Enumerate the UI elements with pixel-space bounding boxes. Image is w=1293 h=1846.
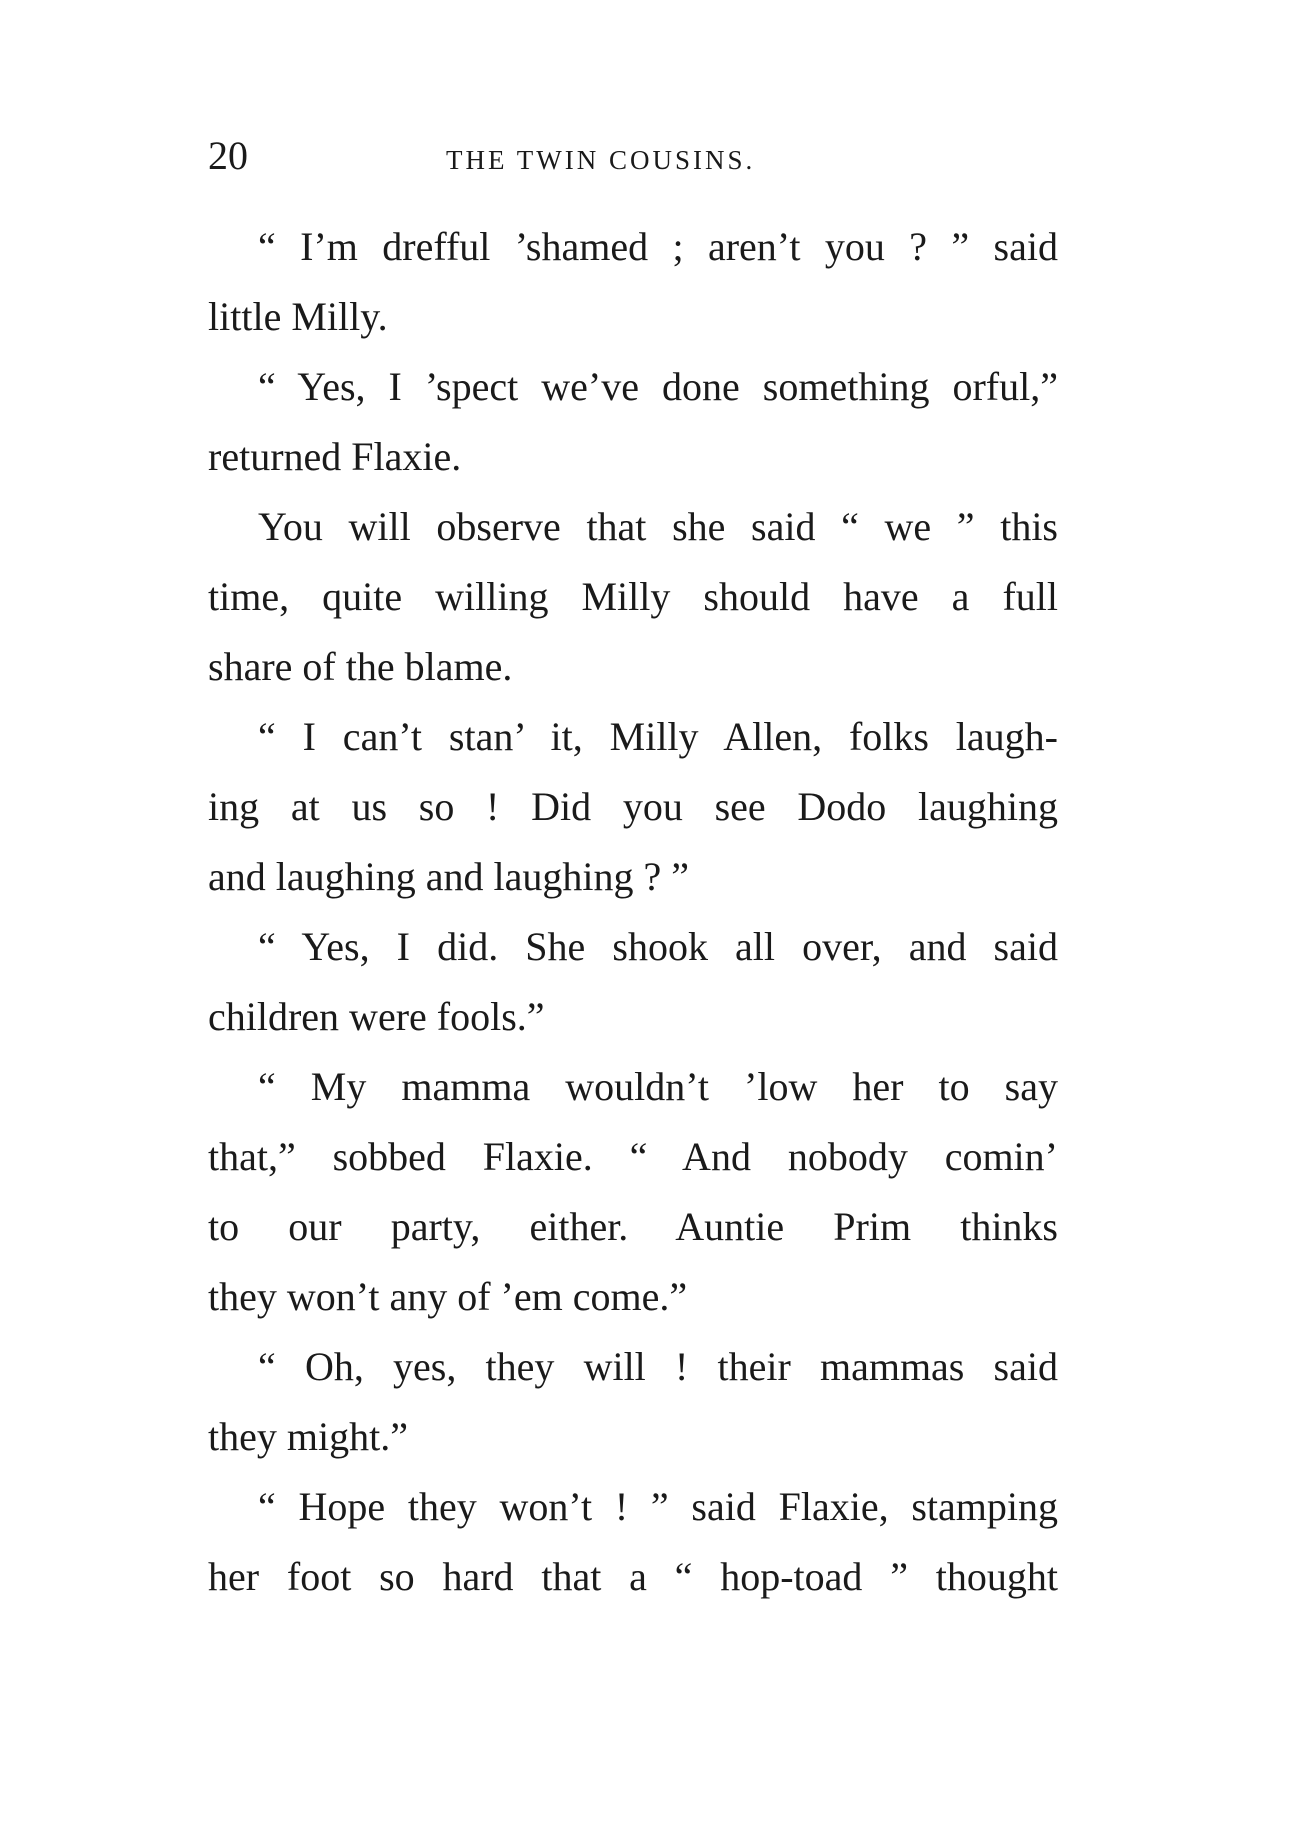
text-line: “ Yes, I ’spect we’ve done something orful,” [258,364,1058,409]
text-line: share of the blame. [208,644,513,689]
text-line: they won’t any of ’em come.” [208,1274,688,1319]
text-line: time, quite willing Milly should have a full [208,574,1058,619]
body-text [208,212,1058,1612]
running-head [208,128,1058,184]
running-title: THE TWIN COUSINS. [446,145,756,175]
text-line: You will observe that she said “ we ” this [258,504,1058,549]
text-line: that,” sobbed Flaxie. “ And nobody comin’ [208,1134,1058,1179]
text-line: children were fools.” [208,994,545,1039]
text-line: returned Flaxie. [208,434,462,479]
text-line: her foot so hard that a “ hop-toad ” thought [208,1554,1058,1599]
text-line: “ I can’t stan’ it, Milly Allen, folks laugh- [258,714,1058,759]
text-line: “ Oh, yes, they will ! their mammas said [258,1344,1058,1389]
text-line: and laughing and laughing ? ” [208,854,689,899]
text-line: “ My mamma wouldn’t ’low her to say [258,1064,1058,1109]
text-line: “ Yes, I did. She shook all over, and said [258,924,1058,969]
text-line: little Milly. [208,294,388,339]
text-line: “ Hope they won’t ! ” said Flaxie, stamping [258,1484,1058,1529]
text-line: to our party, either. Auntie Prim thinks [208,1204,1058,1249]
page-number: 20 [208,133,248,178]
text-line: they might.” [208,1414,408,1459]
text-line: ing at us so ! Did you see Dodo laughing [208,784,1058,829]
text-line: “ I’m drefful ’shamed ; aren’t you ? ” said [258,224,1058,269]
